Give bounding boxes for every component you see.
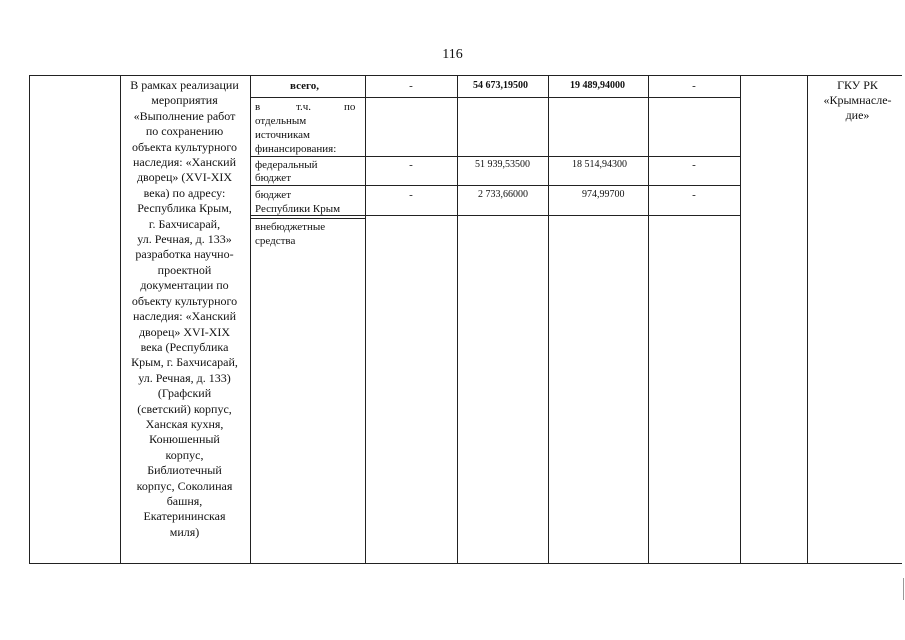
row-divider	[250, 97, 740, 98]
republic-col3: 974,99700	[582, 189, 625, 200]
incl-line-2: отдельным	[255, 115, 307, 127]
total-col3: 19 489,94000	[570, 80, 625, 91]
executor: ГКУ РК «Крымнасле- дие»	[823, 78, 892, 122]
table-top-border	[29, 75, 902, 76]
row-divider	[250, 185, 740, 186]
measure-description: В рамках реализации мероприятия «Выполнение работ по сохранению объекта культурного наследия: «Ханский дворец» (XVI-XIX века) по адресу: Республика Крым, г. Бахчисарай, ул. Речная, д. 133» разработка научно- проектной документации по объекту культурного наследия: «Ханский дворец» XVI-XIX века (Республика Крым, г. Бахчисарай, ул. Речная, д. 133) (Графский (светский) корпус, Ханская кухня, Конюшенный корпус, Библиотечный корпус, Соколиная башня, Екатерининская миля)	[130, 78, 239, 539]
federal-col3: 18 514,94300	[572, 159, 627, 170]
row-divider	[250, 218, 365, 219]
federal-label-2: бюджет	[255, 172, 291, 184]
column-divider	[250, 75, 251, 563]
column-divider	[457, 75, 458, 563]
federal-col1: -	[409, 159, 413, 171]
extra-label-2: средства	[255, 235, 296, 247]
incl-line-4: финансирования:	[255, 143, 337, 155]
republic-col1: -	[409, 189, 413, 201]
republic-label-2: Республики Крым	[255, 203, 341, 215]
republic-col4: -	[692, 189, 696, 201]
federal-label-1: федеральный	[255, 159, 318, 171]
column-divider	[365, 75, 366, 563]
total-col4: -	[692, 80, 696, 92]
scan-edge-mark	[903, 578, 904, 600]
column-divider	[29, 75, 30, 563]
column-divider	[807, 75, 808, 563]
republic-col2: 2 733,66000	[478, 189, 528, 200]
total-col2: 54 673,19500	[473, 80, 528, 91]
column-divider	[120, 75, 121, 563]
table-bottom-border	[29, 563, 902, 564]
column-divider	[740, 75, 741, 563]
incl-line-3: источникам	[255, 129, 310, 141]
extra-label-1: внебюджетные	[255, 221, 326, 233]
page-number: 116	[442, 47, 463, 62]
federal-col4: -	[692, 159, 696, 171]
republic-label-1: бюджет	[255, 189, 291, 201]
column-divider	[648, 75, 649, 563]
total-col1: -	[409, 80, 413, 92]
row-divider	[250, 156, 740, 157]
column-divider	[548, 75, 549, 563]
incl-word-1: в	[255, 101, 261, 113]
incl-word-3: по	[344, 101, 356, 113]
federal-col2: 51 939,53500	[475, 159, 530, 170]
incl-word-2: т.ч.	[296, 101, 312, 113]
total-label: всего,	[290, 80, 319, 92]
